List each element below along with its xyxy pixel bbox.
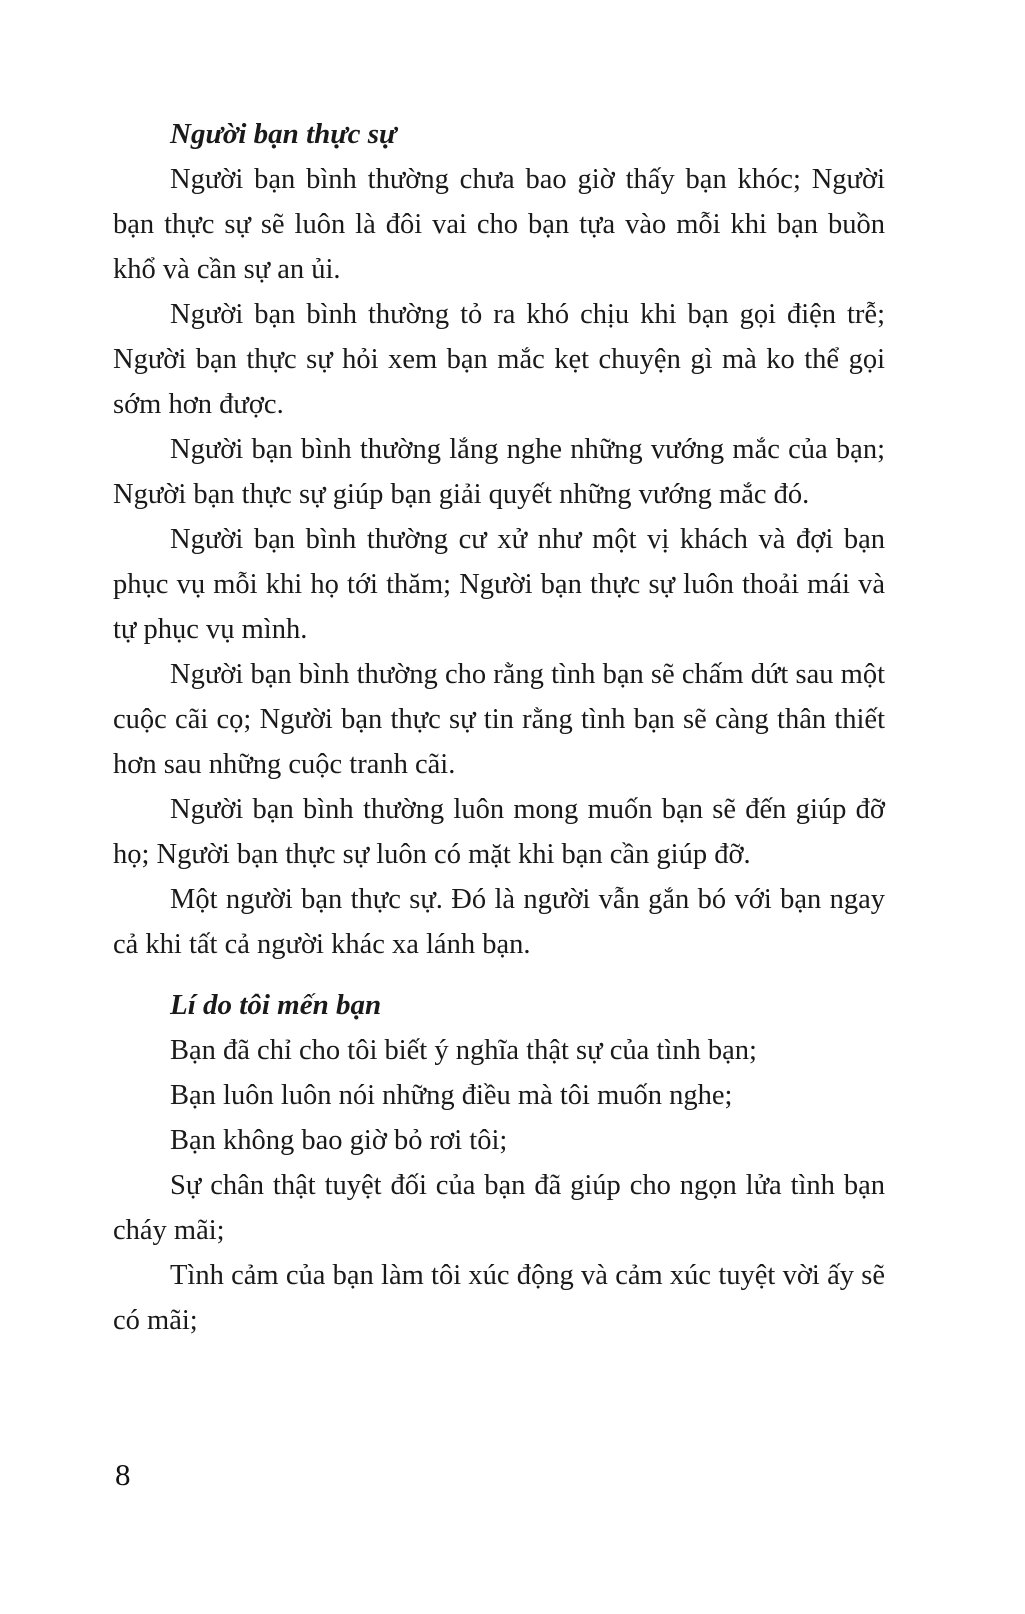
- paragraph: Người bạn bình thường luôn mong muốn bạn sẽ đến giúp đỡ họ; Người bạn thực sự luôn có mặt khi bạn cần giúp đỡ.: [113, 794, 885, 870]
- section-heading-li-do-toi-men-ban: Lí do tôi mến bạn: [170, 989, 382, 1021]
- page-number: 8: [115, 1457, 131, 1492]
- paragraph: Người bạn bình thường chưa bao giờ thấy bạn khóc; Người bạn thực sự sẽ luôn là đôi vai cho bạn tựa vào mỗi khi bạn buồn khổ và cần sự an ủi.: [113, 164, 885, 285]
- paragraph: Bạn không bao giờ bỏ rơi tôi;: [170, 1125, 508, 1156]
- text-block: [113, 112, 885, 1343]
- paragraph: Người bạn bình thường cư xử như một vị khách và đợi bạn phục vụ mỗi khi họ tới thăm; Người bạn thực sự luôn thoải mái và tự phục vụ mình.: [113, 524, 885, 645]
- paragraph: Bạn luôn luôn nói những điều mà tôi muốn nghe;: [170, 1080, 733, 1111]
- paragraph: Tình cảm của bạn làm tôi xúc động và cảm xúc tuyệt vời ấy sẽ có mãi;: [113, 1260, 885, 1336]
- paragraph: Một người bạn thực sự. Đó là người vẫn gắn bó với bạn ngay cả khi tất cả người khác xa lánh bạn.: [113, 884, 885, 960]
- paragraph: Người bạn bình thường lắng nghe những vướng mắc của bạn; Người bạn thực sự giúp bạn giải quyết những vướng mắc đó.: [113, 434, 885, 510]
- paragraph: Bạn đã chỉ cho tôi biết ý nghĩa thật sự của tình bạn;: [170, 1035, 757, 1066]
- paragraph: Người bạn bình thường cho rằng tình bạn sẽ chấm dứt sau một cuộc cãi cọ; Người bạn thực sự tin rằng tình bạn sẽ càng thân thiết hơn sau những cuộc tranh cãi.: [113, 659, 885, 780]
- paragraph: Sự chân thật tuyệt đối của bạn đã giúp cho ngọn lửa tình bạn cháy mãi;: [113, 1170, 885, 1246]
- section-heading-nguoi-ban-thuc-su: Người bạn thực sự: [170, 118, 397, 150]
- paragraph: Người bạn bình thường tỏ ra khó chịu khi bạn gọi điện trễ; Người bạn thực sự hỏi xem bạn mắc kẹt chuyện gì mà ko thể gọi sớm hơn được.: [113, 299, 885, 420]
